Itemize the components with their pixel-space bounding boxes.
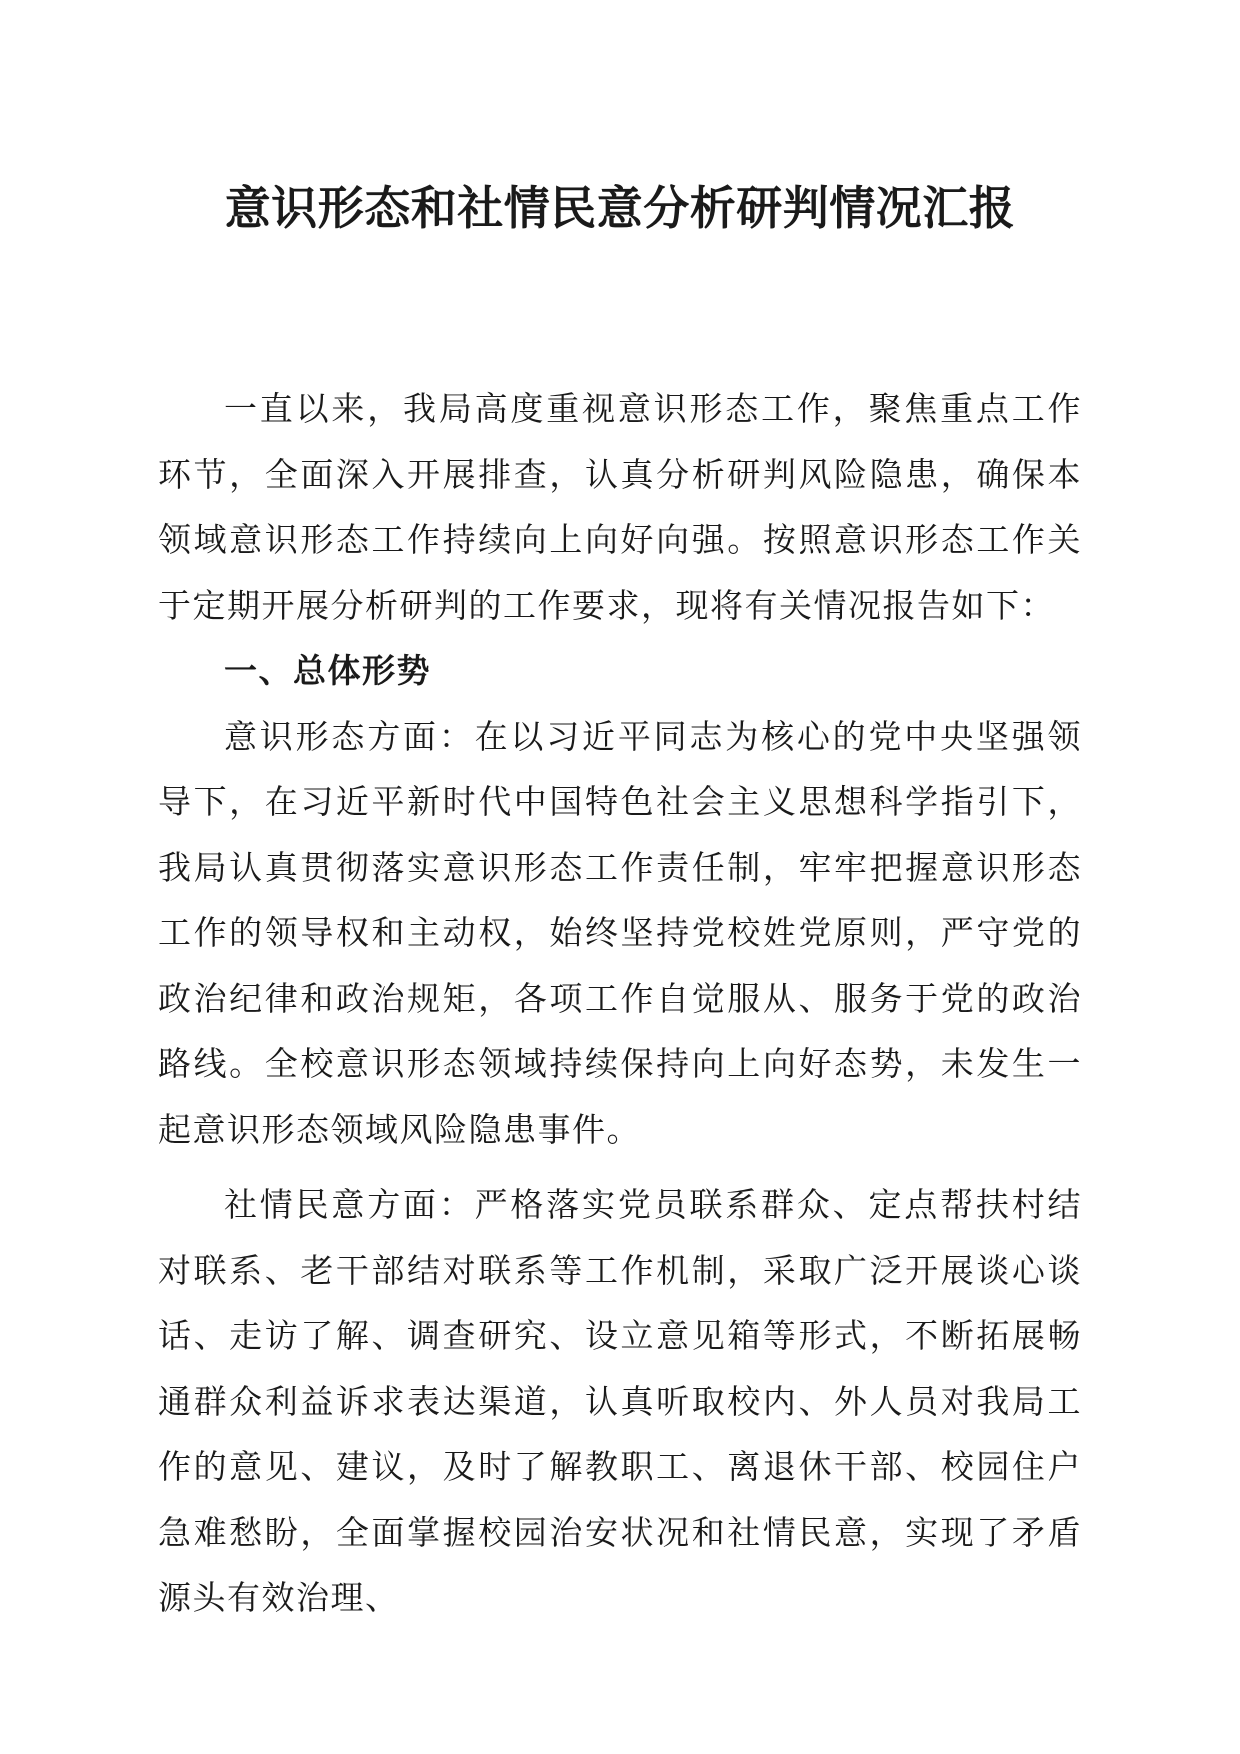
document-body xyxy=(158,376,1082,1631)
ideology-paragraph: 意识形态方面：在以习近平同志为核心的党中央坚强领导下，在习近平新时代中国特色社会主义思想科学指引下，我局认真贯彻落实意识形态工作责任制，牢牢把握意识形态工作的领导权和主动权，始终坚持党校姓党原则，严守党的政治纪律和政治规矩，各项工作自觉服从、服务于党的政治路线。全校意识形态领域持续保持向上向好态势，未发生一起意识形态领域风险隐患事件。 xyxy=(158,716,1082,1149)
public-opinion-paragraph: 社情民意方面：严格落实党员联系群众、定点帮扶村结对联系、老干部结对联系等工作机制，采取广泛开展谈心谈话、走访了解、调查研究、设立意见箱等形式，不断拓展畅通群众利益诉求表达渠道，认真听取校内、外人员对我局工作的意见、建议，及时了解教职工、离退休干部、校园住户急难愁盼，全面掌握校园治安状况和社情民意，实现了矛盾源头有效治理、 xyxy=(158,1185,1082,1617)
document-title: 意识形态和社情民意分析研判情况汇报 xyxy=(224,181,1016,235)
intro-paragraph: 一直以来，我局高度重视意识形态工作，聚焦重点工作环节，全面深入开展排查，认真分析研判风险隐患，确保本领域意识形态工作持续向上向好向强。按照意识形态工作关于定期开展分析研判的工作要求，现将有关情况报告如下： xyxy=(158,389,1082,625)
section-heading-overall-situation: 一、总体形势 xyxy=(224,651,431,690)
